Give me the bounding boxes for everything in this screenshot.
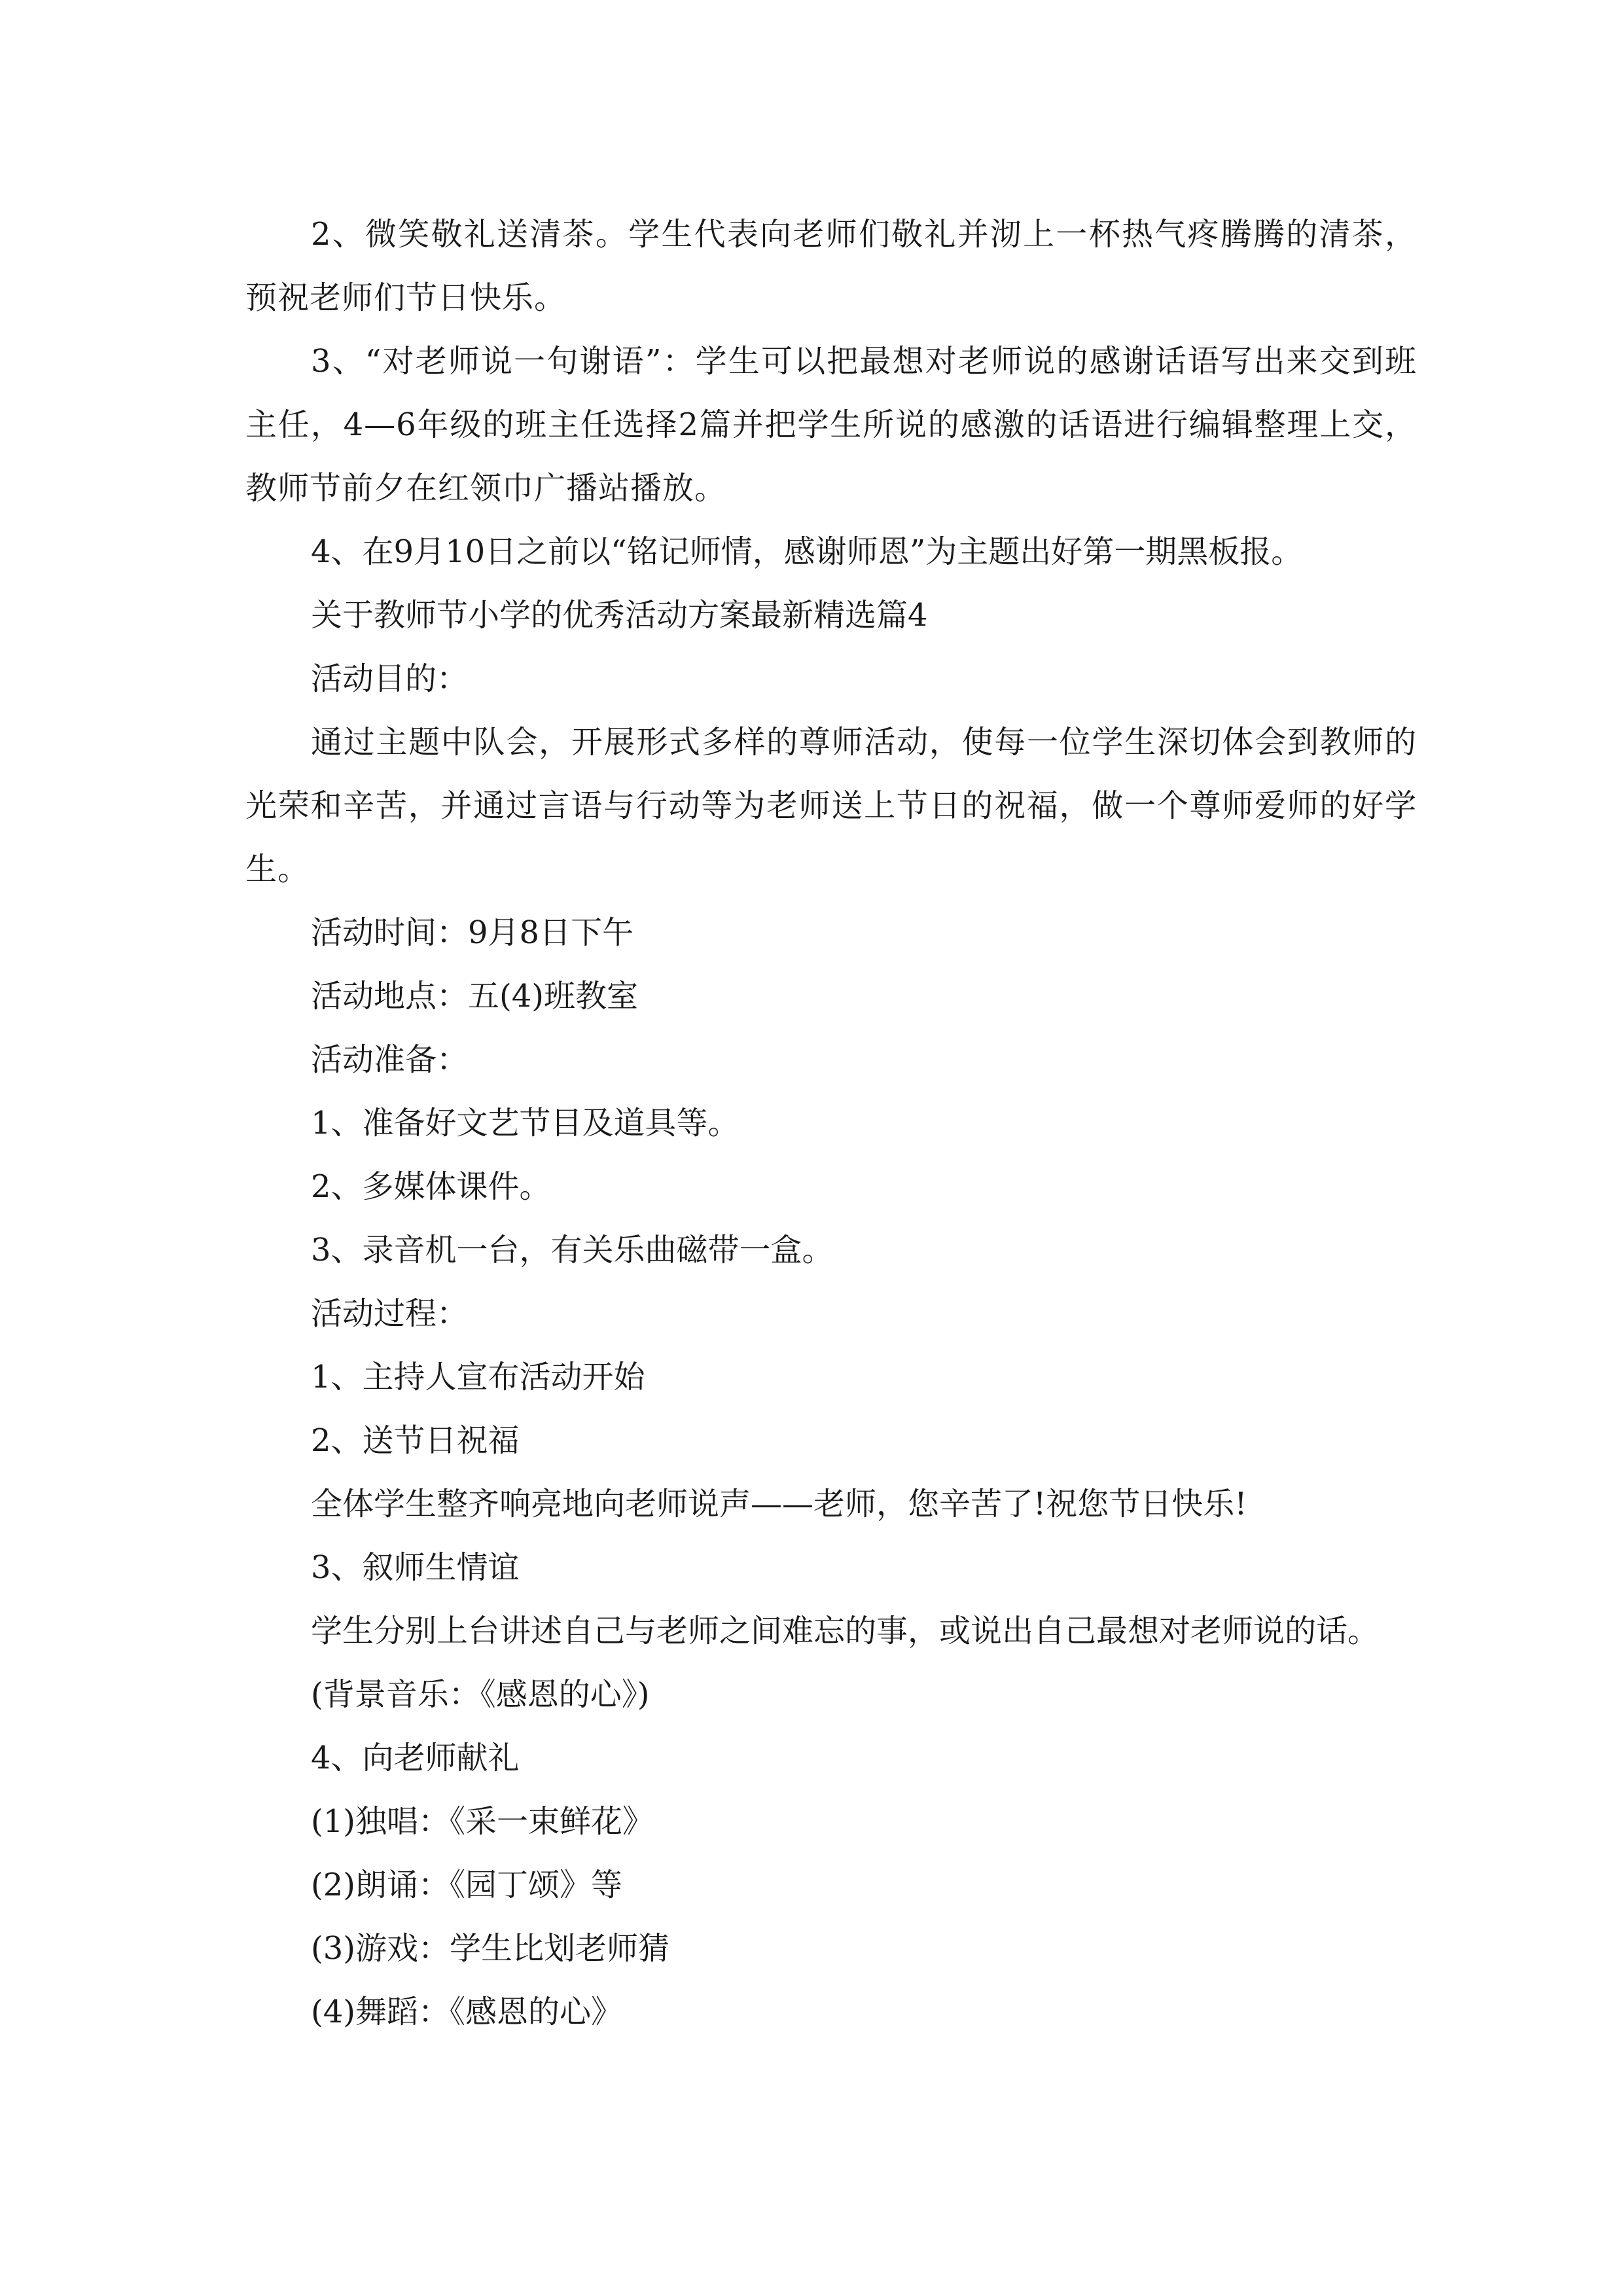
list-item: (2)朗诵：《园丁颂》等: [311, 1867, 622, 1903]
paragraph: 2、微笑敬礼送清茶。学生代表向老师们敬礼并沏上一杯热气疼腾腾的清茶，预祝老师们节日快乐。: [245, 216, 1417, 316]
list-item: 3、录音机一台，有关乐曲磁带一盒。: [311, 1232, 834, 1268]
list-item: (3)游戏：学生比划老师猜: [311, 1930, 669, 1967]
list-item: 1、主持人宣布活动开始: [311, 1359, 645, 1395]
paragraph: 通过主题中队会，开展形式多样的尊师活动，使每一位学生深切体会到教师的光荣和辛苦，并通过言语与行动等为老师送上节日的祝福，做一个尊师爱师的好学生。: [245, 724, 1417, 888]
subheading: 活动目的：: [311, 660, 469, 697]
paragraph: 学生分别上台讲述自己与老师之间难忘的事，或说出自己最想对老师说的话。: [311, 1613, 1380, 1649]
paragraph: 活动地点：五(4)班教室: [311, 978, 638, 1014]
paragraph: 3、“对老师说一句谢语”：学生可以把最想对老师说的感谢话语写出来交到班主任，4—6年级的班主任选择2篇并把学生所说的感激的话语进行编辑整理上交，教师节前夕在红领巾广播站播放。: [245, 343, 1417, 507]
list-item: (1)独唱：《采一束鲜花》: [311, 1803, 654, 1840]
paragraph: 全体学生整齐响亮地向老师说声——老师，您辛苦了!祝您节日快乐!: [311, 1486, 1247, 1522]
paragraph: 活动时间：9月8日下午: [311, 914, 634, 951]
list-item: 1、准备好文艺节目及道具等。: [311, 1105, 740, 1141]
list-item: 4、向老师献礼: [311, 1740, 520, 1776]
subheading: 活动准备：: [311, 1041, 469, 1078]
list-item: 3、叙师生情谊: [311, 1549, 520, 1586]
subheading: 活动过程：: [311, 1295, 469, 1332]
section-heading: 关于教师节小学的优秀活动方案最新精选篇4: [311, 597, 928, 634]
list-item: 2、多媒体课件。: [311, 1168, 551, 1205]
list-item: 2、送节日祝福: [311, 1422, 520, 1459]
list-item: (4)舞蹈：《感恩的心》: [311, 1994, 622, 2030]
paragraph: 4、在9月10日之前以“铭记师情，感谢师恩”为主题出好第一期黑板报。: [311, 533, 1303, 570]
paragraph: (背景音乐：《感恩的心》): [311, 1676, 650, 1713]
document-body: [245, 203, 1417, 2044]
